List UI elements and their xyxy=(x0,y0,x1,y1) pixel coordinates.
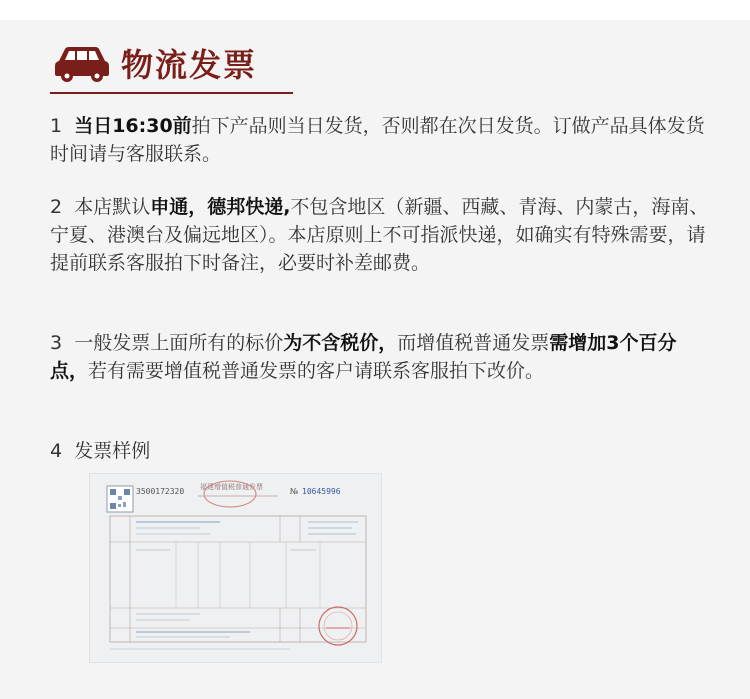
body-text: 一般发票上面所有的标价 xyxy=(74,332,284,354)
body-text: 发票样例 xyxy=(74,440,151,462)
body-text: 不包含地区（新疆、西藏、青海、内蒙古，海南、宁夏、港澳台及偏远地区）。本店原则上不可指派快递，如确实有特殊需要，请提前联系客服拍下时备注，必要时补差邮费。 xyxy=(50,196,709,274)
truck-icon xyxy=(53,43,111,83)
title-underline xyxy=(50,92,293,94)
body-text: 拍下产品则当日发货，否则都在次日发货。订做产品具体发货时间请与客服联系。 xyxy=(50,115,705,165)
paragraph-3 xyxy=(50,329,710,385)
emphasis-text: 申通，德邦快递, xyxy=(150,196,291,218)
paragraph-number: 2 xyxy=(50,196,63,218)
section-header xyxy=(53,38,257,88)
invoice-sample-image xyxy=(90,474,381,662)
paragraph-number: 3 xyxy=(50,332,63,354)
invoice-number: 10645996 xyxy=(302,487,341,496)
qr-code-icon xyxy=(107,486,133,512)
paragraph-4 xyxy=(50,437,710,465)
invoice-drawing xyxy=(90,474,381,662)
paragraph-number: 4 xyxy=(50,440,63,462)
invoice-number-prefix: № xyxy=(290,487,299,496)
body-text: 若有需要增值税普通发票的客户请联系客服拍下改价。 xyxy=(88,360,545,382)
emphasis-text: 需增加3个百分点， xyxy=(50,332,677,382)
emphasis-text: 当日16:30前 xyxy=(74,115,192,137)
section-title: 物流发票 xyxy=(121,46,258,84)
body-text: 本店默认 xyxy=(74,196,151,218)
invoice-code: 3500172320 xyxy=(136,487,185,496)
body-text: 而增值税普通发票 xyxy=(397,332,550,354)
paragraph-2 xyxy=(50,193,710,277)
paragraph-1 xyxy=(50,112,710,168)
invoice-title: 福建增值税普通发票 xyxy=(200,483,263,491)
paragraph-number: 1 xyxy=(50,115,63,137)
emphasis-text: 为不含税价， xyxy=(283,332,398,354)
top-band xyxy=(0,0,750,20)
